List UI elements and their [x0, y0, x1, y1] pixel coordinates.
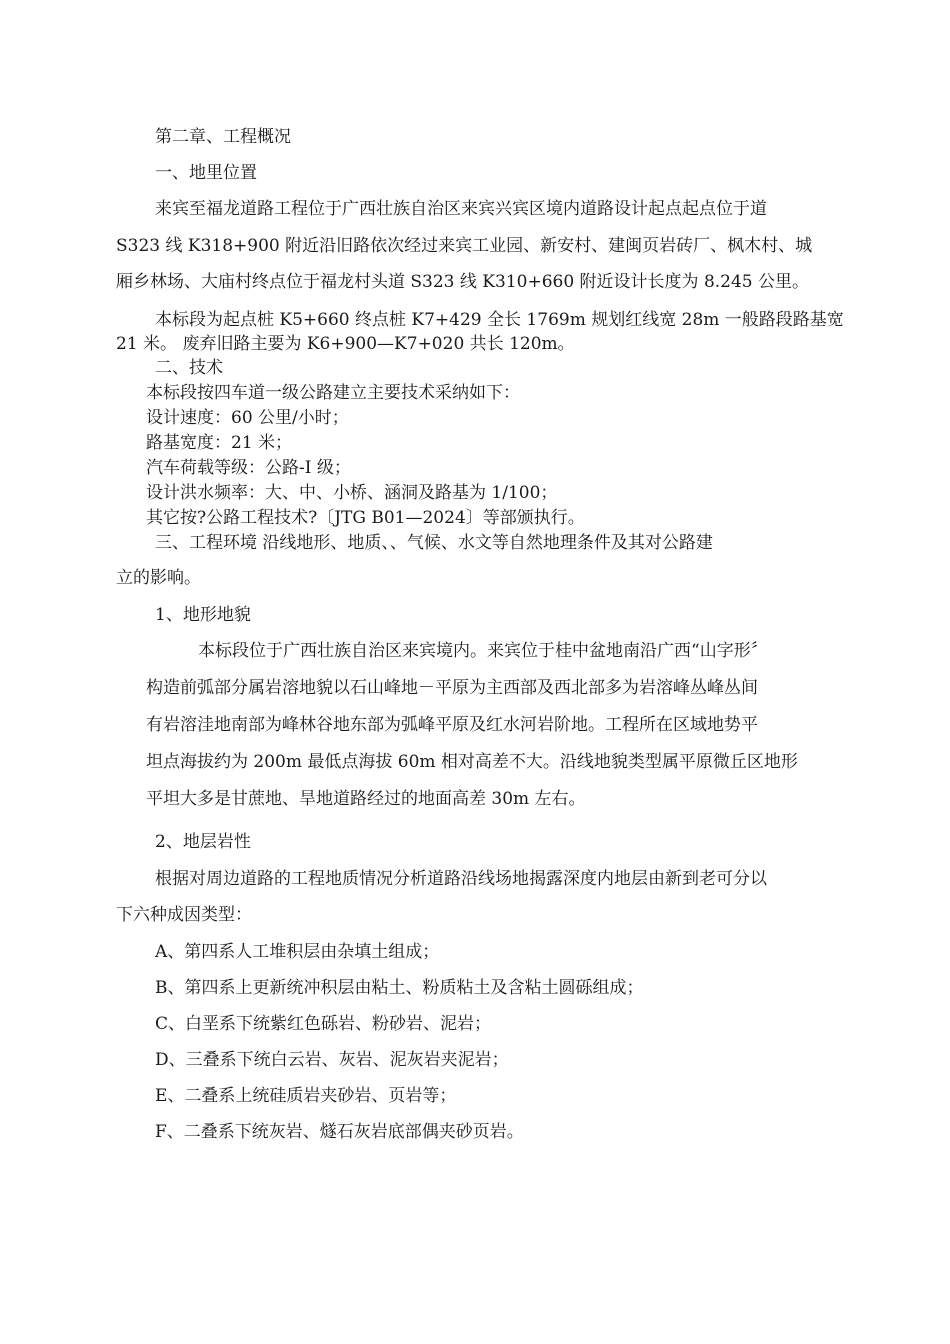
paragraph-line: 有岩溶洼地南部为峰林谷地东部为弧峰平原及红水河岩阶地。工程所在区域地势平	[146, 715, 758, 735]
tech-line: 其它按?公路工程技术?〔JTG B01—2024〕等部颁执行。	[146, 508, 585, 528]
chapter-title: 第二章、工程概况	[155, 127, 291, 147]
list-item: C、白垩系下统紫红色砾岩、粉砂岩、泥岩；	[155, 1014, 492, 1034]
tech-line: 设计速度：60 公里/小时；	[146, 408, 349, 428]
paragraph-line: 本标段位于广西壮族自治区来宾境内。来宾位于桂中盆地南沿广西“山字形〞	[198, 641, 768, 661]
paragraph-line: 平坦大多是甘蔗地、旱地道路经过的地面高差 30m 左右。	[146, 789, 586, 809]
list-item: E、二叠系上统硅质岩夹砂岩、页岩等；	[155, 1086, 457, 1106]
subsection-heading: 2、地层岩性	[155, 832, 251, 852]
paragraph-line: S323 线 K318+900 附近沿旧路依次经过来宾工业园、新安村、建闽页岩砖厂、枫木村、城	[116, 236, 813, 256]
tech-line: 汽车荷载等级：公路-I 级；	[146, 458, 351, 478]
section3-heading: 立的影响。	[116, 568, 201, 588]
paragraph-line: 根据对周边道路的工程地质情况分析道路沿线场地揭露深度内地层由新到老可分以	[155, 869, 767, 889]
paragraph-line: 构造前弧部分属岩溶地貌以石山峰地－平原为主西部及西北部多为岩溶峰丛峰丛间	[146, 678, 758, 698]
paragraph-line: 坦点海拔约为 200m 最低点海拔 60m 相对高差不大。沿线地貌类型属平原微丘区地形	[146, 752, 798, 772]
tech-line: 本标段按四车道一级公路建立主要技术采纳如下：	[146, 383, 520, 403]
tech-line: 设计洪水频率：大、中、小桥、涵洞及路基为 1/100；	[146, 483, 558, 503]
paragraph-line: 下六种成因类型：	[116, 905, 252, 925]
subsection-heading: 1、地形地貌	[155, 605, 251, 625]
list-item: F、二叠系下统灰岩、燧石灰岩底部偶夹砂页岩。	[155, 1122, 524, 1142]
section3-heading: 三、工程环境 沿线地形、地质、、气候、水文等自然地理条件及其对公路建	[155, 533, 713, 553]
section2-heading: 二、技术	[155, 358, 223, 378]
tech-line: 路基宽度：21 米；	[146, 433, 293, 453]
paragraph-line: 厢乡林场、大庙村终点位于福龙村头道 S323 线 K310+660 附近设计长度为 8.245 公里。	[116, 272, 810, 292]
paragraph-line: 来宾至福龙道路工程位于广西壮族自治区来宾兴宾区境内道路设计起点起点位于道	[155, 199, 767, 219]
section1-heading: 一、地里位置	[155, 163, 257, 183]
list-item: A、第四系人工堆积层由杂填土组成；	[155, 942, 440, 962]
list-item: B、第四系上更新统冲积层由粘土、粉质粘土及含粘土圆砾组成；	[155, 978, 644, 998]
paragraph-line: 21 米。 废弃旧路主要为 K6+900—K7+020 共长 120m。	[116, 334, 575, 354]
paragraph-line: 本标段为起点桩 K5+660 终点桩 K7+429 全长 1769m 规划红线宽 28m 一般路段路基宽	[155, 310, 844, 330]
list-item: D、三叠系下统白云岩、灰岩、泥灰岩夹泥岩；	[155, 1050, 509, 1070]
